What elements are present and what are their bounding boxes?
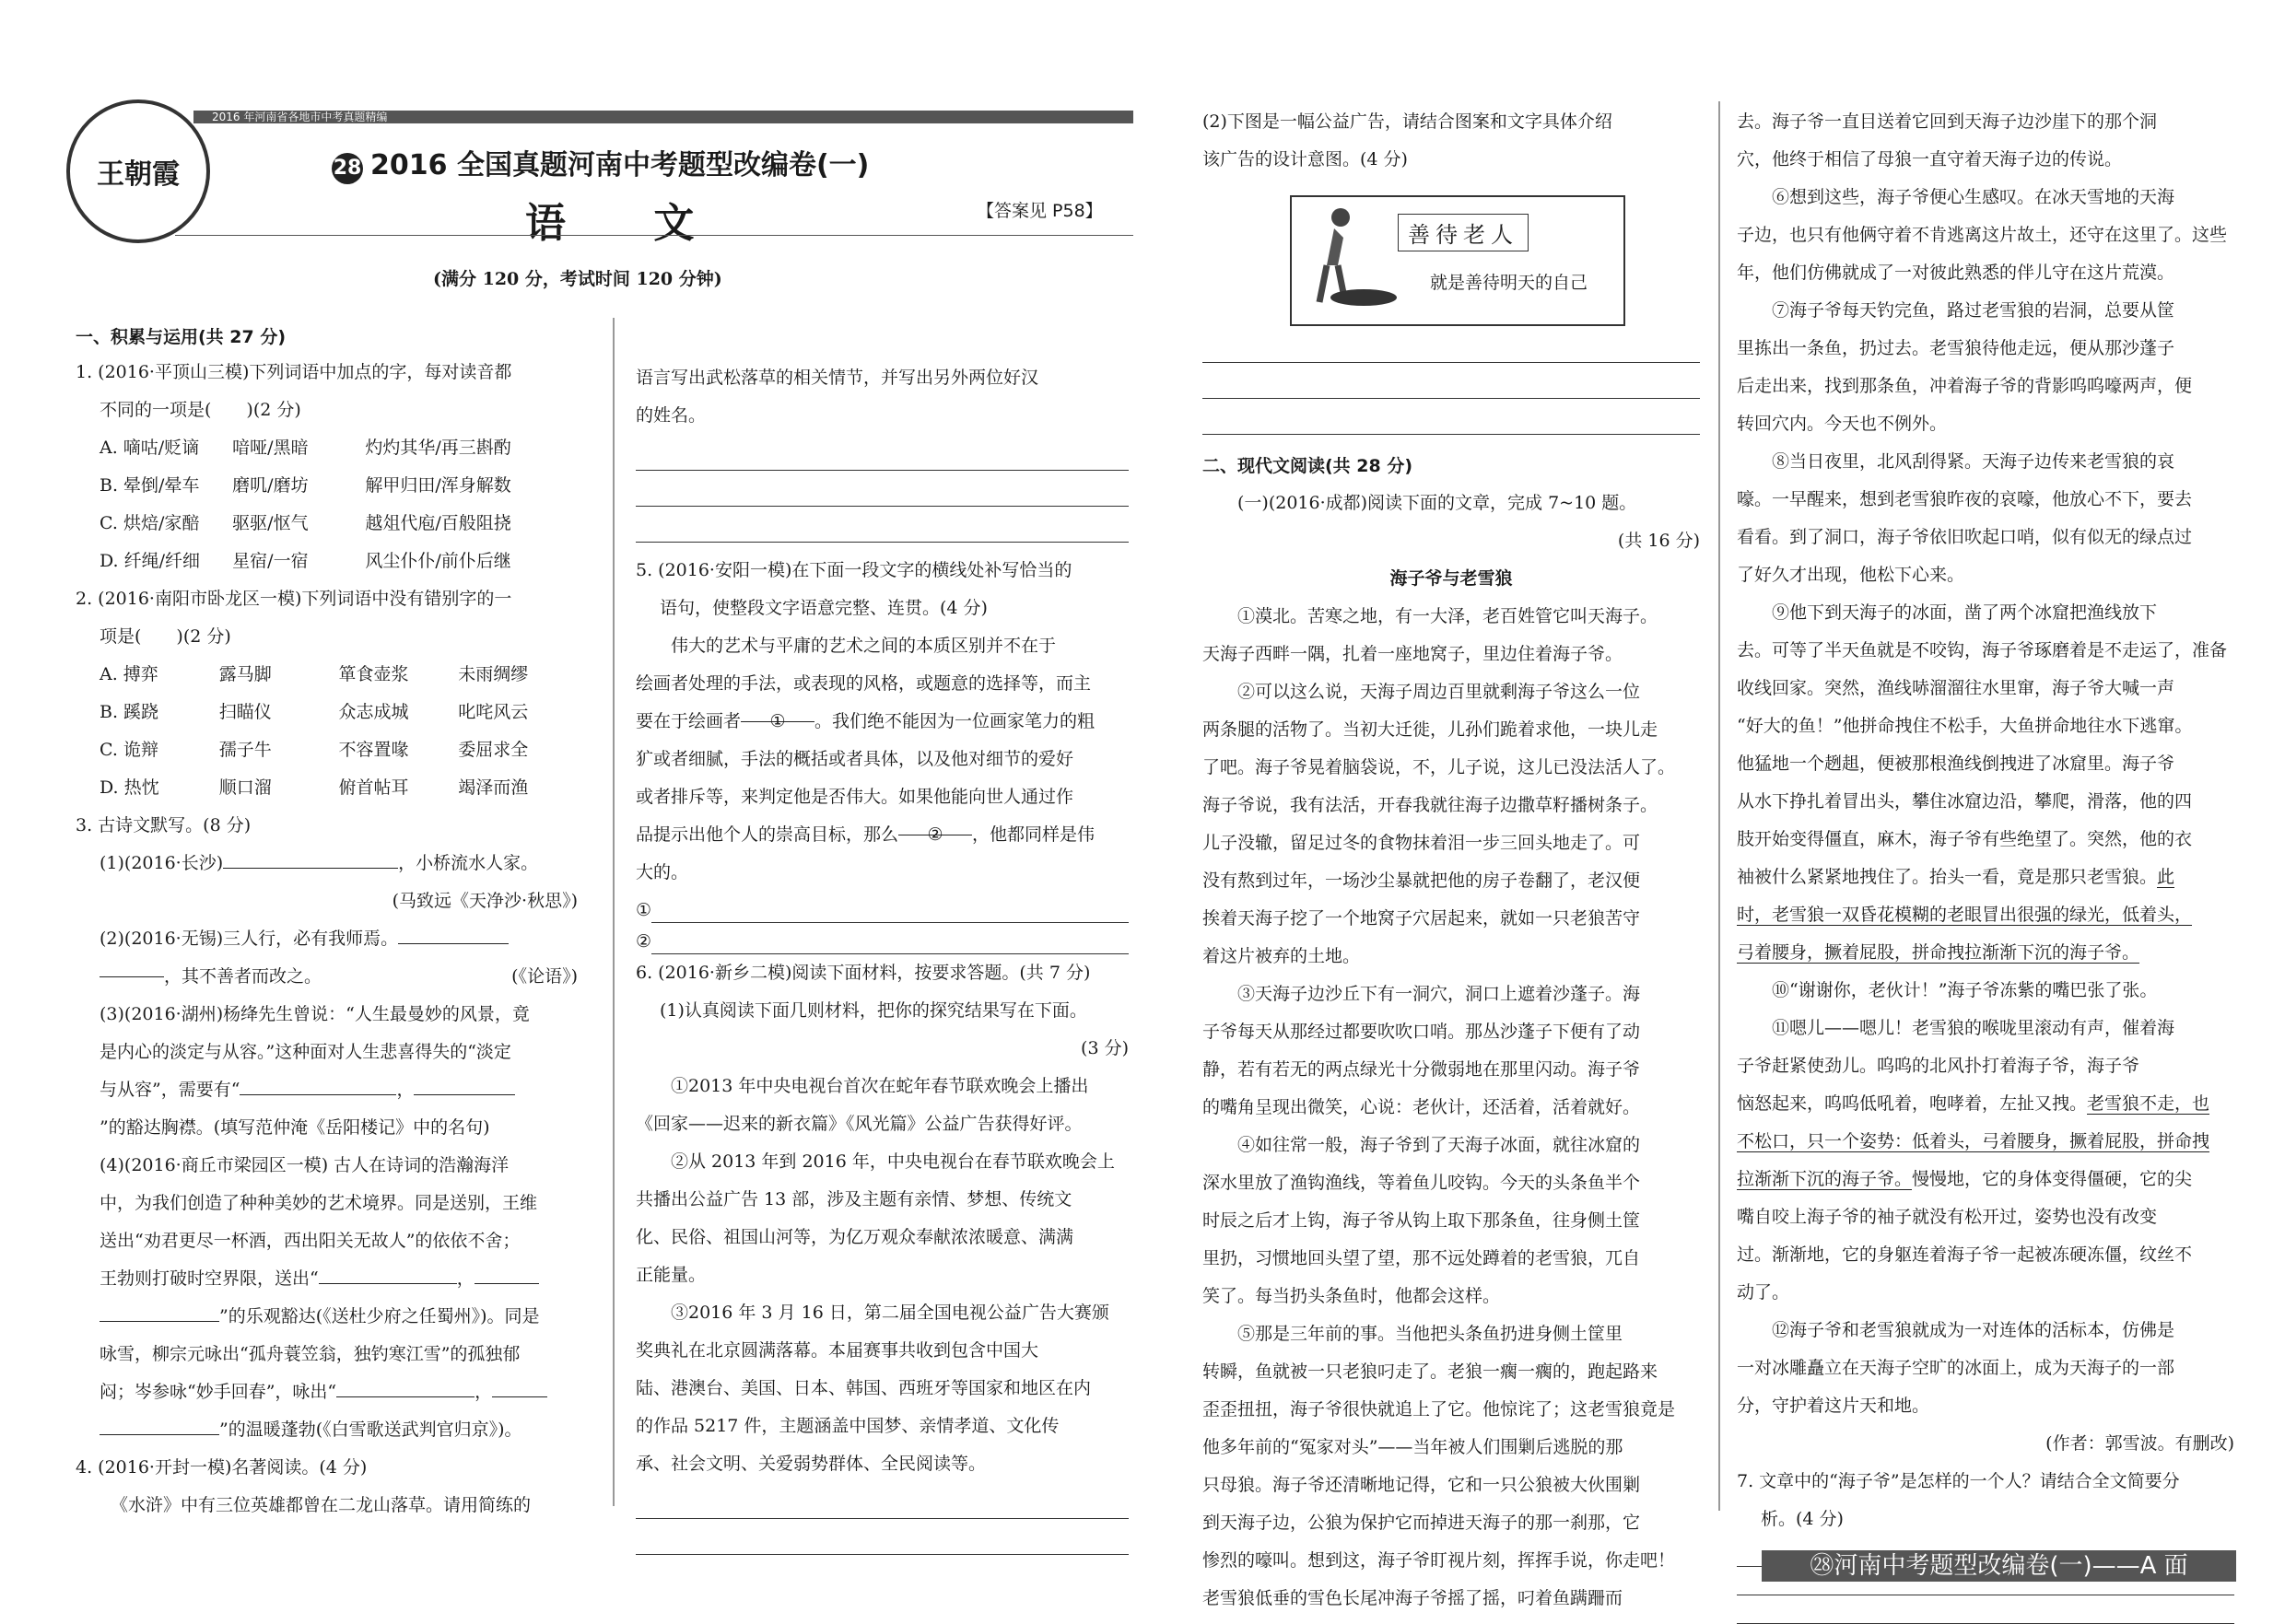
q3-4-blank-b[interactable] [475, 1265, 539, 1284]
subject-title: 语 文 [525, 200, 732, 247]
author-note: (作者：郭雪波。有删改) [2045, 1433, 2234, 1454]
title-text: 2016 全国真题河南中考题型改编卷(一) [370, 149, 870, 181]
column-4 [1737, 103, 2234, 1624]
q3-2-cont: ，其不善者而改之。 (《论语》) [76, 958, 578, 996]
q6-material-3d: 的作品 5217 件，主题涵盖中国梦、亲情孝道、文化传 [636, 1416, 1060, 1436]
score-info: (满分 120 分，考试时间 120 分钟) [433, 269, 722, 289]
q3-4f: 咏雪，柳宗元咏出“孤舟蓑笠翁，独钓寒江雪”的孤独郁 [100, 1344, 521, 1364]
title-rule [175, 235, 1133, 236]
exam-title [332, 142, 869, 184]
public-service-ad [1290, 195, 1625, 326]
q5-stem: 5. (2016·安阳一模)在下面一段文字的横线处补写恰当的 [636, 560, 1072, 580]
q1-stem: 1. (2016·平顶山三模)下列词语中加点的字，每对读音都 [76, 362, 512, 382]
ad-subtitle: 就是善待明天的自己 [1430, 273, 1588, 293]
column-divider-3 [1718, 101, 1720, 1511]
q5-blank-1[interactable]: ① [741, 703, 814, 722]
q6-material-3e: 承、社会文明、关爱弱势群体、全民阅读等。 [636, 1454, 987, 1474]
q3-1-source: (马致远《天净沙·秋思》) [392, 891, 578, 911]
reading-1-intro: (一)(2016·成都)阅读下面的文章，完成 7~10 题。 [1237, 493, 1637, 513]
underlined-sentence-2c: 拉渐渐下沉的海子爷。 [1737, 1169, 1913, 1189]
q3-stem: 3. 古诗文默写。(8 分) [76, 815, 252, 835]
q3-4e: ”的乐观豁达(《送杜少府之任蜀州》)。同是 [76, 1298, 578, 1336]
para-2: ②可以这么说，天海子周边百里就剩海子爷这么一位 两条腿的活物了。当初大迁徙，儿孙们跪着求他，一块儿走 了吧。海子爷晃着脑袋说，不，儿子说，这儿已没法活人了。 海子爷说，我有法活，开春我就往海子边撒草籽播树条子。 儿子没辙，留足过冬的食物抹着泪一步三回头地走了。可 没有熬到过年，一场沙尘暴就把他的房子卷翻了，老汉便 挨着天海子挖了一个地窝子穴居起来，就如一只老狼苦守 着这片被弃的土地。 [1202, 682, 1676, 966]
q5-passage-3: 要在于绘画者 ① 。我们绝不能因为一位画家笔力的粗 [636, 703, 1129, 741]
column-3 [1202, 103, 1700, 179]
q3-4b: 中，为我们创造了种种美妙的艺术境界。同是送别，王维 [100, 1193, 538, 1213]
q1-stem-2: 不同的一项是( )(2 分) [100, 400, 301, 420]
story-title: 海子爷与老雪狼 [1389, 568, 1513, 589]
q6-1-points: (3 分) [1081, 1038, 1129, 1058]
q6-2-answer-line-2[interactable] [1202, 363, 1700, 399]
ad-illustration [1299, 201, 1400, 321]
ad-title: 善待老人 [1398, 214, 1529, 251]
header-band: 2016 年河南省各地市中考真题精编 [193, 111, 1133, 123]
q5-passage-4: 犷或者细腻，手法的概括或者具体，以及他对细节的爱好 [636, 749, 1074, 769]
underlined-sentence-1b: 时，老雪狼一双昏花模糊的老眼冒出很强的绿光，低着头， [1737, 905, 2193, 925]
q5-passage-5: 或者排斥等，来判定他是否伟大。如果他能向世人通过作 [636, 787, 1074, 807]
q5-answer-1[interactable]: ① [636, 892, 1129, 923]
q3-4c: 送出“劝君更尽一杯酒，西出阳关无故人”的依依不舍； [100, 1231, 521, 1251]
q4-text: 《水浒》中有三位英雄都曾在二龙山落草。请用简练的 [111, 1495, 532, 1515]
q3-2-blank-a[interactable] [398, 925, 509, 944]
q6-stem: 6. (2016·新乡二模)阅读下面材料，按要求答题。(共 7 分) [636, 963, 1091, 983]
q2-option-b[interactable]: B. 蹊跷 扫瞄仪 众志成城 叱咤风云 [100, 702, 529, 722]
underlined-sentence-1: 此 [2157, 867, 2175, 887]
q6-answer-line-1[interactable] [636, 1483, 1129, 1519]
underlined-sentence-1c: 弓着腰身，撅着屁股，拼命拽拉渐渐下沉的海子爷。 [1737, 942, 2140, 963]
q3-4-blank-f[interactable] [100, 1416, 219, 1435]
q3-3-blank-a[interactable] [240, 1076, 396, 1095]
q3-3c: 与从容”，需要有“ ， [76, 1071, 578, 1109]
q6-2-answer-line-3[interactable] [1202, 399, 1700, 435]
q2-option-a[interactable]: A. 搏弈 露马脚 箪食壶浆 未雨绸缪 [100, 664, 529, 684]
q6-material-3c: 陆、港澳台、美国、日本、韩国、西班牙等国家和地区在内 [636, 1378, 1092, 1398]
q5-passage-6: 品提示出他个人的崇高目标，那么 ② ，他都同样是伟 [636, 816, 1129, 854]
q4-answer-line-1[interactable] [636, 435, 1129, 471]
page-footer: ㉘河南中考题型改编卷(一)——A 面 [1762, 1550, 2236, 1582]
q5-answer-2[interactable]: ② [636, 923, 1129, 954]
q4-answer-line-3[interactable] [636, 507, 1129, 543]
column-1 [76, 321, 578, 1525]
reading-1-points: (共 16 分) [1617, 531, 1700, 551]
q4-answer-line-2[interactable] [636, 471, 1129, 507]
q7-answer-line-3[interactable] [1737, 1595, 2234, 1624]
q3-4-blank-c[interactable] [100, 1303, 219, 1322]
q4-stem: 4. (2016·开封一模)名著阅读。(4 分) [76, 1457, 368, 1478]
para-4: ④如往常一般，海子爷到了天海子冰面，就往冰窟的 深水里放了渔钩渔线，等着鱼儿咬钩。今天的头条鱼半个 时辰之后才上钩，海子爷从钩上取下那条鱼，往身侧土筐 里扔，习惯地回头望了望，那不远处蹲着的老雪狼，兀自 笑了。每当扔头条鱼时，他都会这样。 [1202, 1135, 1641, 1306]
q3-4-blank-d[interactable] [336, 1378, 475, 1397]
para-5: ⑤那是三年前的事。当他把头条鱼扔进身侧土筐里 转瞬，鱼就被一只老狼叼走了。老狼一瘸一瘸的，跑起路来 歪歪扭扭，海子爷很快就追上了它。他惊诧了；这老雪狼竟是 他多年前的“冤家对头”——当年被人们围剿后逃脱的那 只母狼。海子爷还清晰地记得，它和一只公狼被大伙围剿 到天海子边，公狼为保护它而掉进天海子的那一刹那，它 惨烈的嚎叫。想到这，海子爷盯视片刻，挥挥手说，你走吧！ 老雪狼低垂的雪色长尾冲海子爷摇了摇，叼着鱼蹒跚而 [1202, 1324, 1676, 1608]
q2-stem: 2. (2016·南阳市卧龙区一模)下列词语中没有错别字的一 [76, 589, 512, 609]
para-9: ⑨他下到天海子的冰面，凿了两个冰窟把渔线放下 去。可等了半天鱼就是不咬钩，海子爷琢磨着是不走运了，准备 收线回家。突然，渔线哧溜溜往水里窜，海子爷大喊一声 “好大的鱼！”他拼命拽住不松手，大鱼拼命地往水下逃窜。 他猛地一个趔趄，便被那根渔线倒拽进了冰窟里。海子爷 从水下挣扎着冒出头，攀住冰窟边沿，攀爬，滑落，他的四 肢开始变得僵直，麻木，海子爷有些绝望了。突然，他的衣 袖被什么紧紧地拽住了。抬头一看，竟是那只老雪狼。此 时，老雪狼一双昏花模糊的老眼冒出很强的绿光，低着头， 弓着腰身，撅着屁股，拼命拽拉渐渐下沉的海子爷。 [1737, 602, 2228, 963]
q6-material-1a: ①2013 年中央电视台首次在蛇年春节联欢晚会上播出 [671, 1076, 1089, 1096]
q3-3d: ”的豁达胸襟。(填写范仲淹《岳阳楼记》中的名句) [100, 1117, 490, 1138]
q3-4-blank-a[interactable] [319, 1265, 457, 1284]
q5-passage-1: 伟大的艺术与平庸的艺术之间的本质区别并不在于 [671, 636, 1057, 656]
column-divider-1 [613, 318, 615, 1506]
column-2 [636, 359, 1129, 1555]
section-1-heading: 一、积累与运用(共 27 分) [76, 327, 287, 347]
q7-stem: 7. 文章中的“海子爷”是怎样的一个人？请结合全文简要分 [1737, 1471, 2180, 1491]
column-3-lower [1202, 327, 1700, 1618]
q3-2: (2)(2016·无锡)三人行，必有我师焉。 [76, 920, 578, 958]
q3-2-blank-b[interactable] [100, 958, 164, 977]
para-12: ⑫海子爷和老雪狼就成为一对连体的活标本，仿佛是 一对冰雕矗立在天海子空旷的冰面上，成为天海子的一部 分，守护着这片天和地。 [1737, 1320, 2175, 1416]
para-5-cont: 去。海子爷一直目送着它回到天海子边沙崖下的那个洞 穴，他终于相信了母狼一直守着天海子边的传说。 [1737, 111, 2158, 169]
para-1: ①漠北。苦寒之地，有一大泽，老百姓管它叫天海子。 天海子西畔一隅，扎着一座地窝子，里边住着海子爷。 [1202, 606, 1658, 664]
q7-stem-2: 析。(4 分) [1761, 1509, 1844, 1529]
q1-option-d[interactable]: D. 纤绳/纤细 星宿/一宿 风尘仆仆/前仆后继 [100, 551, 511, 571]
q3-4a: (4)(2016·商丘市梁园区一模) 古人在诗词的浩瀚海洋 [100, 1155, 510, 1175]
publisher-logo: 王朝霞 [66, 99, 210, 243]
q6-1: (1)认真阅读下面几则材料，把你的探究结果写在下面。 [660, 1000, 1087, 1021]
q5-passage-7: 大的。 [636, 862, 689, 882]
q3-3-blank-b[interactable] [414, 1076, 515, 1095]
q6-2b: 该广告的设计意图。(4 分) [1202, 149, 1408, 169]
q6-2-answer-line-1[interactable] [1202, 327, 1700, 363]
q3-1: (1)(2016·长沙) ，小桥流水人家。 [76, 845, 578, 882]
q6-material-3b: 奖典礼在北京圆满落幕。本届赛事共收到包含中国大 [636, 1340, 1039, 1361]
q6-material-1b: 《回家——迟来的新衣篇》《风光篇》公益广告获得好评。 [636, 1114, 1083, 1134]
para-3: ③天海子边沙丘下有一洞穴，洞口上遮着沙蓬子。海 子爷每天从那经过都要吹吹口哨。那丛沙蓬子下便有了动 静，若有若无的两点绿光十分微弱地在那里闪动。海子爷 的嘴角呈现出微笑，心说：老伙计，还活着，活着就好。 [1202, 984, 1641, 1117]
underlined-sentence-2b: 不松口，只一个姿势：低着头，弓着腰身，撅着屁股，拼命拽 [1737, 1131, 2210, 1151]
q3-3a: (3)(2016·湖州)杨绛先生曾说：“人生最曼妙的风景，竟 [100, 1004, 530, 1024]
para-6: ⑥想到这些，海子爷便心生感叹。在冰天雪地的天海 子边，也只有他俩守着不肯逃离这片故土，还守在这里了。这些 年，他们仿佛就成了一对彼此熟悉的伴儿守在这片荒漠。 [1737, 187, 2228, 283]
q3-3b: 是内心的淡定与从容。”这种面对人生悲喜得失的“淡定 [100, 1042, 511, 1062]
q6-2a: (2)下图是一幅公益广告，请结合图案和文字具体介绍 [1202, 111, 1612, 132]
q1-option-a[interactable]: A. 嘀咕/贬谪 喑哑/黑暗 灼灼其华/再三斟酌 [100, 438, 511, 458]
q3-4d: 王勃则打破时空界限，送出“ ， [76, 1260, 578, 1298]
q6-material-2b: 共播出公益广告 13 部，涉及主题有亲情、梦想、传统文 [636, 1189, 1072, 1209]
q1-option-c[interactable]: C. 烘焙/家醅 驱驱/怄气 越俎代庖/百般阻挠 [100, 513, 511, 533]
q3-4h: ”的温暖蓬勃(《白雪歌送武判官归京》)。 [76, 1411, 578, 1449]
q3-1-blank[interactable] [223, 849, 398, 869]
q4-cont-1: 语言写出武松落草的相关情节，并写出另外两位好汉 [636, 368, 1039, 388]
q3-4-blank-e[interactable] [492, 1378, 547, 1397]
para-10: ⑩“谢谢你，老伙计！”海子爷冻紫的嘴巴张了张。 [1772, 980, 2158, 1000]
q2-stem-2: 项是( )(2 分) [100, 626, 231, 647]
q6-material-3a: ③2016 年 3 月 16 日，第二届全国电视公益广告大赛颁 [671, 1303, 1109, 1323]
q6-answer-line-2[interactable] [636, 1519, 1129, 1555]
q4-cont-2: 的姓名。 [636, 405, 707, 426]
q6-material-2d: 正能量。 [636, 1265, 707, 1285]
q5-passage-2: 绘画者处理的手法，或表现的风格，或题意的选择等，而主 [636, 673, 1092, 694]
q5-blank-2[interactable]: ② [898, 816, 972, 835]
section-2-heading: 二、现代文阅读(共 28 分) [1202, 456, 1413, 476]
q6-material-2c: 化、民俗、祖国山河等，为亿万观众奉献浓浓暖意、满满 [636, 1227, 1074, 1247]
q1-option-b[interactable]: B. 晕倒/晕车 磨叽/磨坊 解甲归田/浑身解数 [100, 475, 511, 496]
q3-4g: 闷；岑参咏“妙手回春”，咏出“ ， [76, 1373, 578, 1411]
answer-reference: 【答案见 P58】 [977, 201, 1103, 221]
para-7: ⑦海子爷每天钓完鱼，路过老雪狼的岩洞，总要从筐 里拣出一条鱼，扔过去。老雪狼待他走远，便从那沙蓬子 后走出来，找到那条鱼，冲着海子爷的背影呜呜嚎两声，便 转回穴内。今天也不例外。 [1737, 300, 2193, 434]
para-11: ⑪嗯儿——嗯儿！老雪狼的喉咙里滚动有声，催着海 子爷赶紧使劲儿。呜呜的北风扑打着海子爷，海子爷 恼怒起来，呜呜低吼着，咆哮着，左扯又拽。老雪狼不走，也 不松口，只一个姿势：低着头，弓着腰身，撅着屁股，拼命拽 拉渐渐下沉的海子爷。慢慢地，它的身体变得僵硬，它的尖 嘴自咬上海子爷的袖子就没有松开过，姿势也没有改变 过。渐渐地，它的身躯连着海子爷一起被冻硬冻僵，纹丝不 动了。 [1737, 1018, 2210, 1303]
q2-option-d[interactable]: D. 热忱 顺口溜 俯首帖耳 竭泽而渔 [100, 777, 529, 798]
q6-material-2a: ②从 2013 年到 2016 年，中央电视台在春节联欢晚会上 [671, 1151, 1115, 1172]
para-8: ⑧当日夜里，北风刮得紧。天海子边传来老雪狼的哀 嚎。一早醒来，想到老雪狼昨夜的哀嚎，他放心不下，要去 看看。到了洞口，海子爷依旧吹起口哨，似有似无的绿点过 了好久才出现，他松下心来。 [1737, 451, 2193, 585]
q2-option-c[interactable]: C. 诡辩 孺子牛 不容置喙 委屈求全 [100, 740, 529, 760]
underlined-sentence-2: 老雪狼不走，也 [2087, 1093, 2210, 1114]
badge-number: 28 [332, 153, 363, 184]
q5-stem-2: 语句，使整段文字语意完整、连贯。(4 分) [660, 598, 988, 618]
